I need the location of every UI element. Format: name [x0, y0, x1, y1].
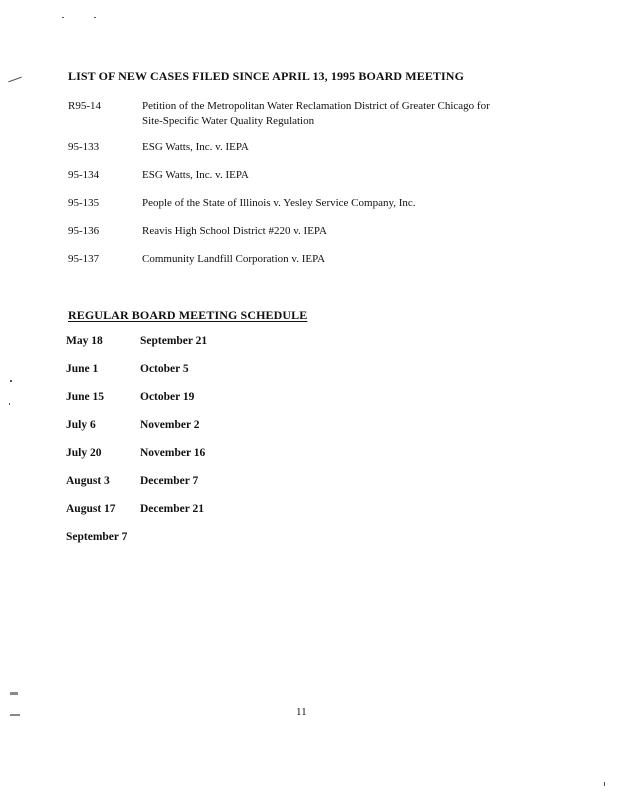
case-number: 95-135 [68, 197, 100, 209]
case-title: ESG Watts, Inc. v. IEPA [142, 169, 249, 181]
meeting-date: December 7 [140, 475, 199, 487]
case-number: 95-136 [68, 225, 100, 237]
meeting-date: July 6 [66, 419, 96, 431]
schedule-heading: REGULAR BOARD MEETING SCHEDULE [68, 308, 308, 322]
case-title-line: Site-Specific Water Quality Regulation [142, 115, 315, 127]
scan-speck [10, 380, 12, 382]
scan-speck [8, 77, 21, 83]
case-number: 95-133 [68, 141, 100, 153]
meeting-date: November 2 [140, 419, 200, 431]
meeting-date: May 18 [66, 335, 103, 347]
meeting-date: July 20 [66, 447, 102, 459]
page-number: 11 [296, 706, 307, 718]
case-title-line: Petition of the Metropolitan Water Reclamation District of Greater Chicago for [142, 100, 490, 112]
scan-speck [94, 17, 96, 18]
scan-speck [604, 782, 605, 786]
cases-heading: LIST OF NEW CASES FILED SINCE APRIL 13, 1995 BOARD MEETING [68, 69, 464, 83]
case-title: People of the State of Illinois v. Yesley Service Company, Inc. [142, 197, 416, 209]
case-title [142, 99, 552, 129]
case-title: ESG Watts, Inc. v. IEPA [142, 141, 249, 153]
case-number: 95-134 [68, 169, 100, 181]
meeting-date: September 21 [140, 335, 208, 347]
scan-speck [62, 17, 64, 18]
meeting-date: October 5 [140, 363, 189, 375]
meeting-date: October 19 [140, 391, 195, 403]
case-number: R95-14 [68, 100, 101, 112]
meeting-date: June 1 [66, 363, 99, 375]
meeting-date: December 21 [140, 503, 204, 515]
case-title: Reavis High School District #220 v. IEPA [142, 225, 327, 237]
scan-speck [10, 692, 18, 695]
case-title: Community Landfill Corporation v. IEPA [142, 253, 326, 265]
case-number: 95-137 [68, 253, 100, 265]
meeting-date: June 15 [66, 391, 105, 403]
scan-speck [10, 714, 20, 716]
meeting-date: September 7 [66, 531, 128, 543]
meeting-date: November 16 [140, 447, 206, 459]
meeting-date: August 17 [66, 503, 116, 515]
scan-speck [9, 403, 10, 405]
meeting-date: August 3 [66, 475, 110, 487]
